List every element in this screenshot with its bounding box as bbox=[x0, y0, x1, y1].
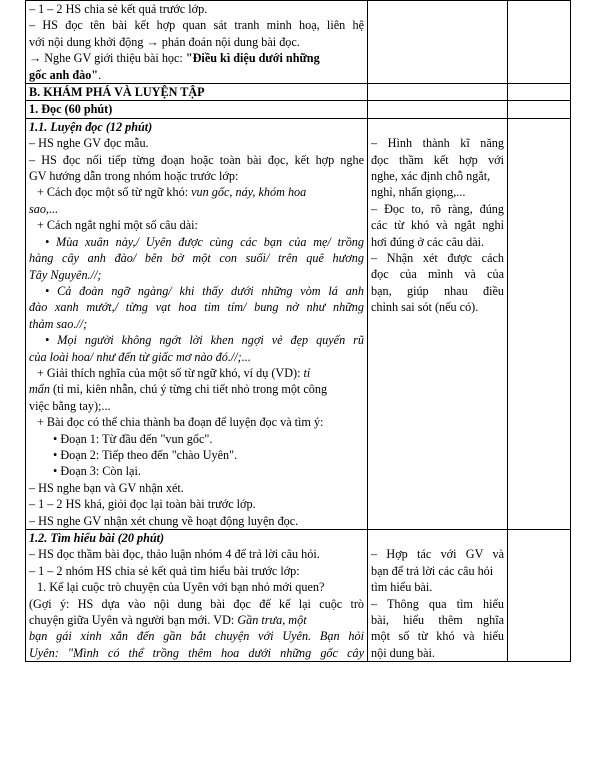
activity-line bbox=[29, 184, 364, 200]
intro-row bbox=[26, 1, 571, 84]
section-b-heading: B. KHÁM PHÁ VÀ LUYỆN TẬP bbox=[26, 84, 368, 101]
goal-line: bạn, giúp nhau điều bbox=[371, 283, 504, 298]
goal-line: – Thông qua tìm hiểu bbox=[371, 596, 504, 611]
intro-line bbox=[29, 50, 364, 66]
comprehension-activities bbox=[26, 530, 368, 662]
paragraph-division-line: • Đoạn 3: Còn lại. bbox=[53, 464, 141, 479]
paragraph-division-line: • Đoạn 1: Từ đầu đến "vun gốc". bbox=[53, 431, 213, 446]
activity-line bbox=[29, 381, 364, 397]
activity-text: + Giải thích nghĩa của một số từ ngữ khó, ví dụ (VD): bbox=[37, 365, 304, 380]
vocab-word: mẩn bbox=[29, 382, 50, 397]
section-b-row bbox=[26, 84, 571, 101]
intro-line: – HS đọc tên bài kết hợp quan sát tranh minh hoạ, liên hệ bbox=[29, 18, 364, 33]
activity-line: + Bài đọc có thể chia thành ba đoạn để luyện đọc và tìm ý: bbox=[37, 415, 324, 430]
example-line: Uyên: "Mình có thể trồng thêm hoa dưới những gốc cây bbox=[29, 645, 364, 660]
intro-line: – 1 – 2 HS chia sẻ kết quả trước lớp. bbox=[29, 2, 208, 16]
goal-line: đọc của mình và của bbox=[371, 267, 504, 282]
section-1-notes-cell bbox=[508, 101, 571, 118]
goal-line: tìm hiểu bài. bbox=[371, 580, 433, 595]
comprehension-row bbox=[26, 530, 571, 662]
reading-practice-heading: 1.1. Luyện đọc (12 phút) bbox=[29, 119, 153, 134]
activity-line: – HS nghe bạn và GV nhận xét. bbox=[29, 480, 184, 495]
activity-line: – HS đọc nối tiếp từng đoạn hoặc toàn bài đọc, kết hợp nghe bbox=[29, 152, 364, 167]
example-sentence-line: của loài hoa/ như đến từ giấc mơ nào đó.//;... bbox=[29, 349, 251, 364]
activity-line: – 1 – 2 nhóm HS chia sẻ kết quả tìm hiểu bài trước lớp: bbox=[29, 563, 300, 578]
activity-line: – HS nghe GV đọc mẫu. bbox=[29, 136, 149, 151]
activity-line: – 1 – 2 HS khá, giỏi đọc lại toàn bài trước lớp. bbox=[29, 497, 256, 512]
paragraph-division-line: • Đoạn 2: Tiếp theo đến "chào Uyên". bbox=[53, 447, 238, 462]
goal-line: nghe, xác định chỗ ngắt, bbox=[371, 169, 491, 184]
goal-line: – Hợp tác với GV và bbox=[371, 547, 504, 562]
activity-text: chuyện giữa Uyên và người bạn mới. VD: bbox=[29, 613, 238, 628]
example-sentence-line: Tây Nguyên.//; bbox=[29, 267, 102, 282]
activity-line: GV hướng dẫn trong nhóm hoặc trước lớp: bbox=[29, 169, 239, 184]
hard-words: vun gốc, náy, khóm hoa bbox=[191, 185, 307, 200]
example-sentence-line: • Mùa xuân này,/ Uyên được cùng các bạn của mẹ/ trồng bbox=[45, 234, 364, 249]
reading-practice-notes bbox=[508, 118, 571, 529]
intro-activities-cell bbox=[26, 1, 368, 84]
activity-line: – HS đọc thầm bài đọc, thảo luận nhóm 4 để trả lời câu hỏi. bbox=[29, 547, 320, 562]
example-sentence-line: hàng cây anh đào/ bên bờ một con suối/ trên quê hương bbox=[29, 251, 364, 266]
comprehension-notes bbox=[508, 530, 571, 662]
goal-line: một số từ khó và hiểu bbox=[371, 629, 504, 644]
section-1-heading: 1. Đọc (60 phút) bbox=[26, 101, 368, 118]
example-sentence-line: thảm sao.//; bbox=[29, 316, 88, 331]
vocab-definition: (tỉ mỉ, kiên nhẫn, chú ý từng chi tiết nhỏ trong một công bbox=[50, 382, 328, 397]
goal-line: hơi đúng ở các câu dài. bbox=[371, 234, 485, 249]
example-sentence-line: • Mọi người không ngớt lời khen ngợi vẻ đẹp quyến rũ bbox=[45, 333, 364, 348]
reading-practice-goals bbox=[368, 118, 508, 529]
vocab-word: tỉ bbox=[303, 365, 311, 380]
goal-line: chỉnh sai sót (nếu có). bbox=[371, 300, 479, 315]
activity-line bbox=[29, 365, 364, 381]
goal-line: bạn để trả lời các câu hỏi bbox=[371, 563, 494, 578]
intro-period: . bbox=[98, 67, 102, 82]
activity-line bbox=[29, 612, 364, 628]
section-1-row bbox=[26, 101, 571, 118]
goal-line: đọc thầm kết hợp với bbox=[371, 152, 504, 167]
activity-line: sao,... bbox=[29, 201, 59, 216]
comprehension-goals bbox=[368, 530, 508, 662]
section-1-goals-cell bbox=[368, 101, 508, 118]
activity-text: + Cách đọc một số từ ngữ khó: bbox=[37, 185, 192, 200]
section-b-goals-cell bbox=[368, 84, 508, 101]
goal-line: bài, hiểu thêm nghĩa bbox=[371, 613, 504, 628]
lesson-title: "Điều kì diệu dưới những bbox=[185, 51, 320, 66]
intro-line bbox=[29, 67, 364, 83]
intro-text: → Nghe GV giới thiệu bài học: bbox=[29, 51, 186, 66]
lesson-title-cont: gốc anh đào" bbox=[29, 67, 99, 82]
goal-line: nội dung bài. bbox=[371, 645, 435, 660]
activity-line: – HS nghe GV nhận xét chung về hoạt động luyện đọc. bbox=[29, 513, 299, 528]
example-line: bạn gái xinh xắn đến gần bắt chuyện với Uyên. Bạn hỏi bbox=[29, 629, 364, 644]
reading-practice-activities bbox=[26, 118, 368, 529]
activity-line: + Cách ngắt nghỉ một số câu dài: bbox=[37, 218, 198, 233]
goal-line: nghỉ, nhấn giọng,... bbox=[371, 185, 466, 200]
example-text: Gần trưa, một bbox=[237, 613, 307, 628]
intro-notes-cell bbox=[508, 1, 571, 84]
lesson-plan-page bbox=[25, 0, 570, 662]
goal-line: – Đọc to, rõ ràng, đúng bbox=[371, 201, 504, 216]
goal-line: – Hình thành kĩ năng bbox=[371, 136, 504, 151]
goal-line: các từ khó và ngắt nghỉ bbox=[371, 218, 504, 233]
question-line: 1. Kể lại cuộc trò chuyện của Uyên với bạn nhỏ mới quen? bbox=[37, 580, 325, 595]
reading-practice-row bbox=[26, 118, 571, 529]
section-b-notes-cell bbox=[508, 84, 571, 101]
activity-line: (Gợi ý: HS dựa vào nội dung bài đọc để kể lại cuộc trò bbox=[29, 596, 364, 611]
goal-line: – Nhận xét được cách bbox=[371, 251, 504, 266]
intro-line: với nội dung khởi động → phán đoán nội dung bài đọc. bbox=[29, 34, 300, 49]
lesson-plan-table bbox=[25, 0, 571, 662]
intro-goals-cell bbox=[368, 1, 508, 84]
example-sentence-line: đào xanh mướt,/ từng vạt hoa tim tím/ bung nở như những bbox=[29, 300, 364, 315]
activity-line: việc bằng tay);... bbox=[29, 398, 111, 413]
comprehension-heading: 1.2. Tìm hiểu bài (20 phút) bbox=[29, 531, 165, 545]
example-sentence-line: • Cả đoàn ngỡ ngàng/ khi thấy dưới những vòm lá anh bbox=[45, 283, 364, 298]
